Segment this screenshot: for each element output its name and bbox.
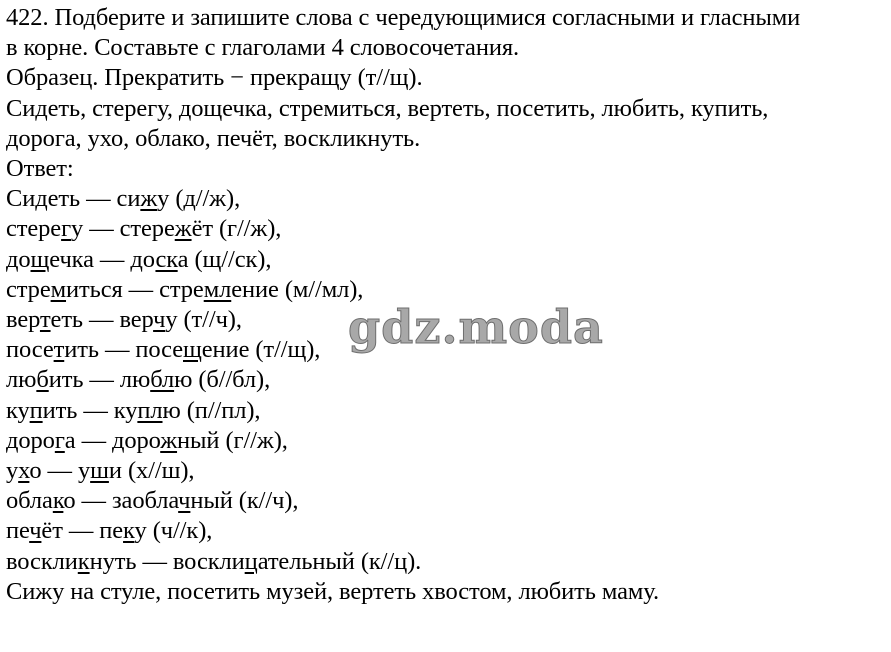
answer-line [6,365,891,395]
answer-text: и (х//ш), [108,457,195,485]
answer-line [6,245,891,275]
answer-text: ёт — пе [41,517,124,545]
answer-text: лю [6,366,37,394]
answer-line [6,486,891,516]
alternating-letter: ж [160,426,178,454]
answer-line [6,426,891,456]
alternating-letter: щ [183,336,202,364]
answer-text: у (ч//к), [134,517,213,545]
answer-line [6,184,891,214]
alternating-letter: к [123,517,135,545]
answer-text: еть — вер [50,306,154,334]
alternating-letter: пл [137,396,163,424]
answer-text: до [6,245,31,273]
answer-text: нуть — воскли [89,547,245,575]
answer-text: обла [6,487,53,515]
answer-text: у — стере [71,215,175,243]
answer-text: стере [6,215,62,243]
alternating-letter: к [77,547,90,575]
task-words-line-1: Сидеть, стерегу, дощечка, стремиться, вертеть, посетить, любить, купить, [6,94,769,122]
answer-text: ательный (к//ц). [257,547,422,575]
alternating-letter: ск [155,245,178,273]
answer-text: ёт (г//ж), [191,215,282,243]
answer-text: у (д//ж), [157,185,241,213]
alternating-letter: б [36,366,49,394]
answer-line [6,547,891,577]
task-sample: Образец. Прекратить − прекращу (т//щ). [6,64,423,92]
alternating-letter: ж [174,215,192,243]
alternating-letter: бл [150,366,175,394]
alternating-letter: г [54,426,65,454]
alternating-letter: щ [30,245,50,273]
answer-text: посе [6,336,54,364]
answer-text: ение (м//мл), [231,275,364,303]
answer-text: ить — лю [48,366,151,394]
answer-text: а (щ//ск), [177,245,272,273]
alternating-letter: г [61,215,72,243]
answer-text: Си [6,185,36,213]
answer-text: ение (т//щ), [201,336,321,364]
answer-text: ный (к//ч), [190,487,299,515]
alternating-letter: ч [153,306,166,334]
answer-line [6,396,891,426]
answer-text: воскли [6,547,78,575]
final-sentence: Сижу на стуле, посетить музей, вертеть хвостом, любить маму. [6,577,660,605]
answer-text: о — заобла [63,487,179,515]
alternating-letter: д [35,185,48,213]
alternating-letter: т [39,306,51,334]
task-header-line-1: 422. Подберите и запишите слова с чередующимися согласными и гласными [6,4,801,31]
answer-text: ечка — до [49,245,156,273]
alternating-letter: т [53,336,65,364]
answer-list [6,184,891,577]
watermark: gdz.moda [348,300,604,354]
alternating-letter: ч [178,487,191,515]
alternating-letter: м [50,275,67,303]
answer-text: вер [6,306,40,334]
alternating-letter: мл [203,275,232,303]
task-words-line-2: дорога, ухо, облако, печёт, воскликнуть. [6,124,421,152]
answer-text: ю (п//пл), [162,396,261,424]
alternating-letter: п [29,396,43,424]
answer-text: иться — стре [66,275,204,303]
answer-text: о — у [29,457,91,485]
answer-line [6,214,891,244]
alternating-letter: ж [140,185,158,213]
alternating-letter: ш [90,457,109,485]
answer-text: ю (б//бл), [174,366,271,394]
alternating-letter: ч [29,517,42,545]
task-header-line-2: в корне. Составьте с глаголами 4 словосочетания. [6,34,520,62]
alternating-letter: к [52,487,64,515]
answer-text: ить — ку [42,396,138,424]
answer-text: еть — си [47,185,141,213]
answer-label: Ответ: [6,155,74,183]
answer-text: доро [6,426,55,454]
answer-text: ный (г//ж), [177,426,288,454]
answer-text: ку [6,396,30,424]
alternating-letter: ц [244,547,258,575]
answer-text: стре [6,275,51,303]
answer-text: а — доро [64,426,161,454]
answer-line [6,516,891,546]
answer-text: у [6,457,19,485]
alternating-letter: х [18,457,30,485]
answer-text: пе [6,517,30,545]
answer-text: ить — посе [64,336,183,364]
answer-text: у (т//ч), [165,306,242,334]
answer-line [6,456,891,486]
